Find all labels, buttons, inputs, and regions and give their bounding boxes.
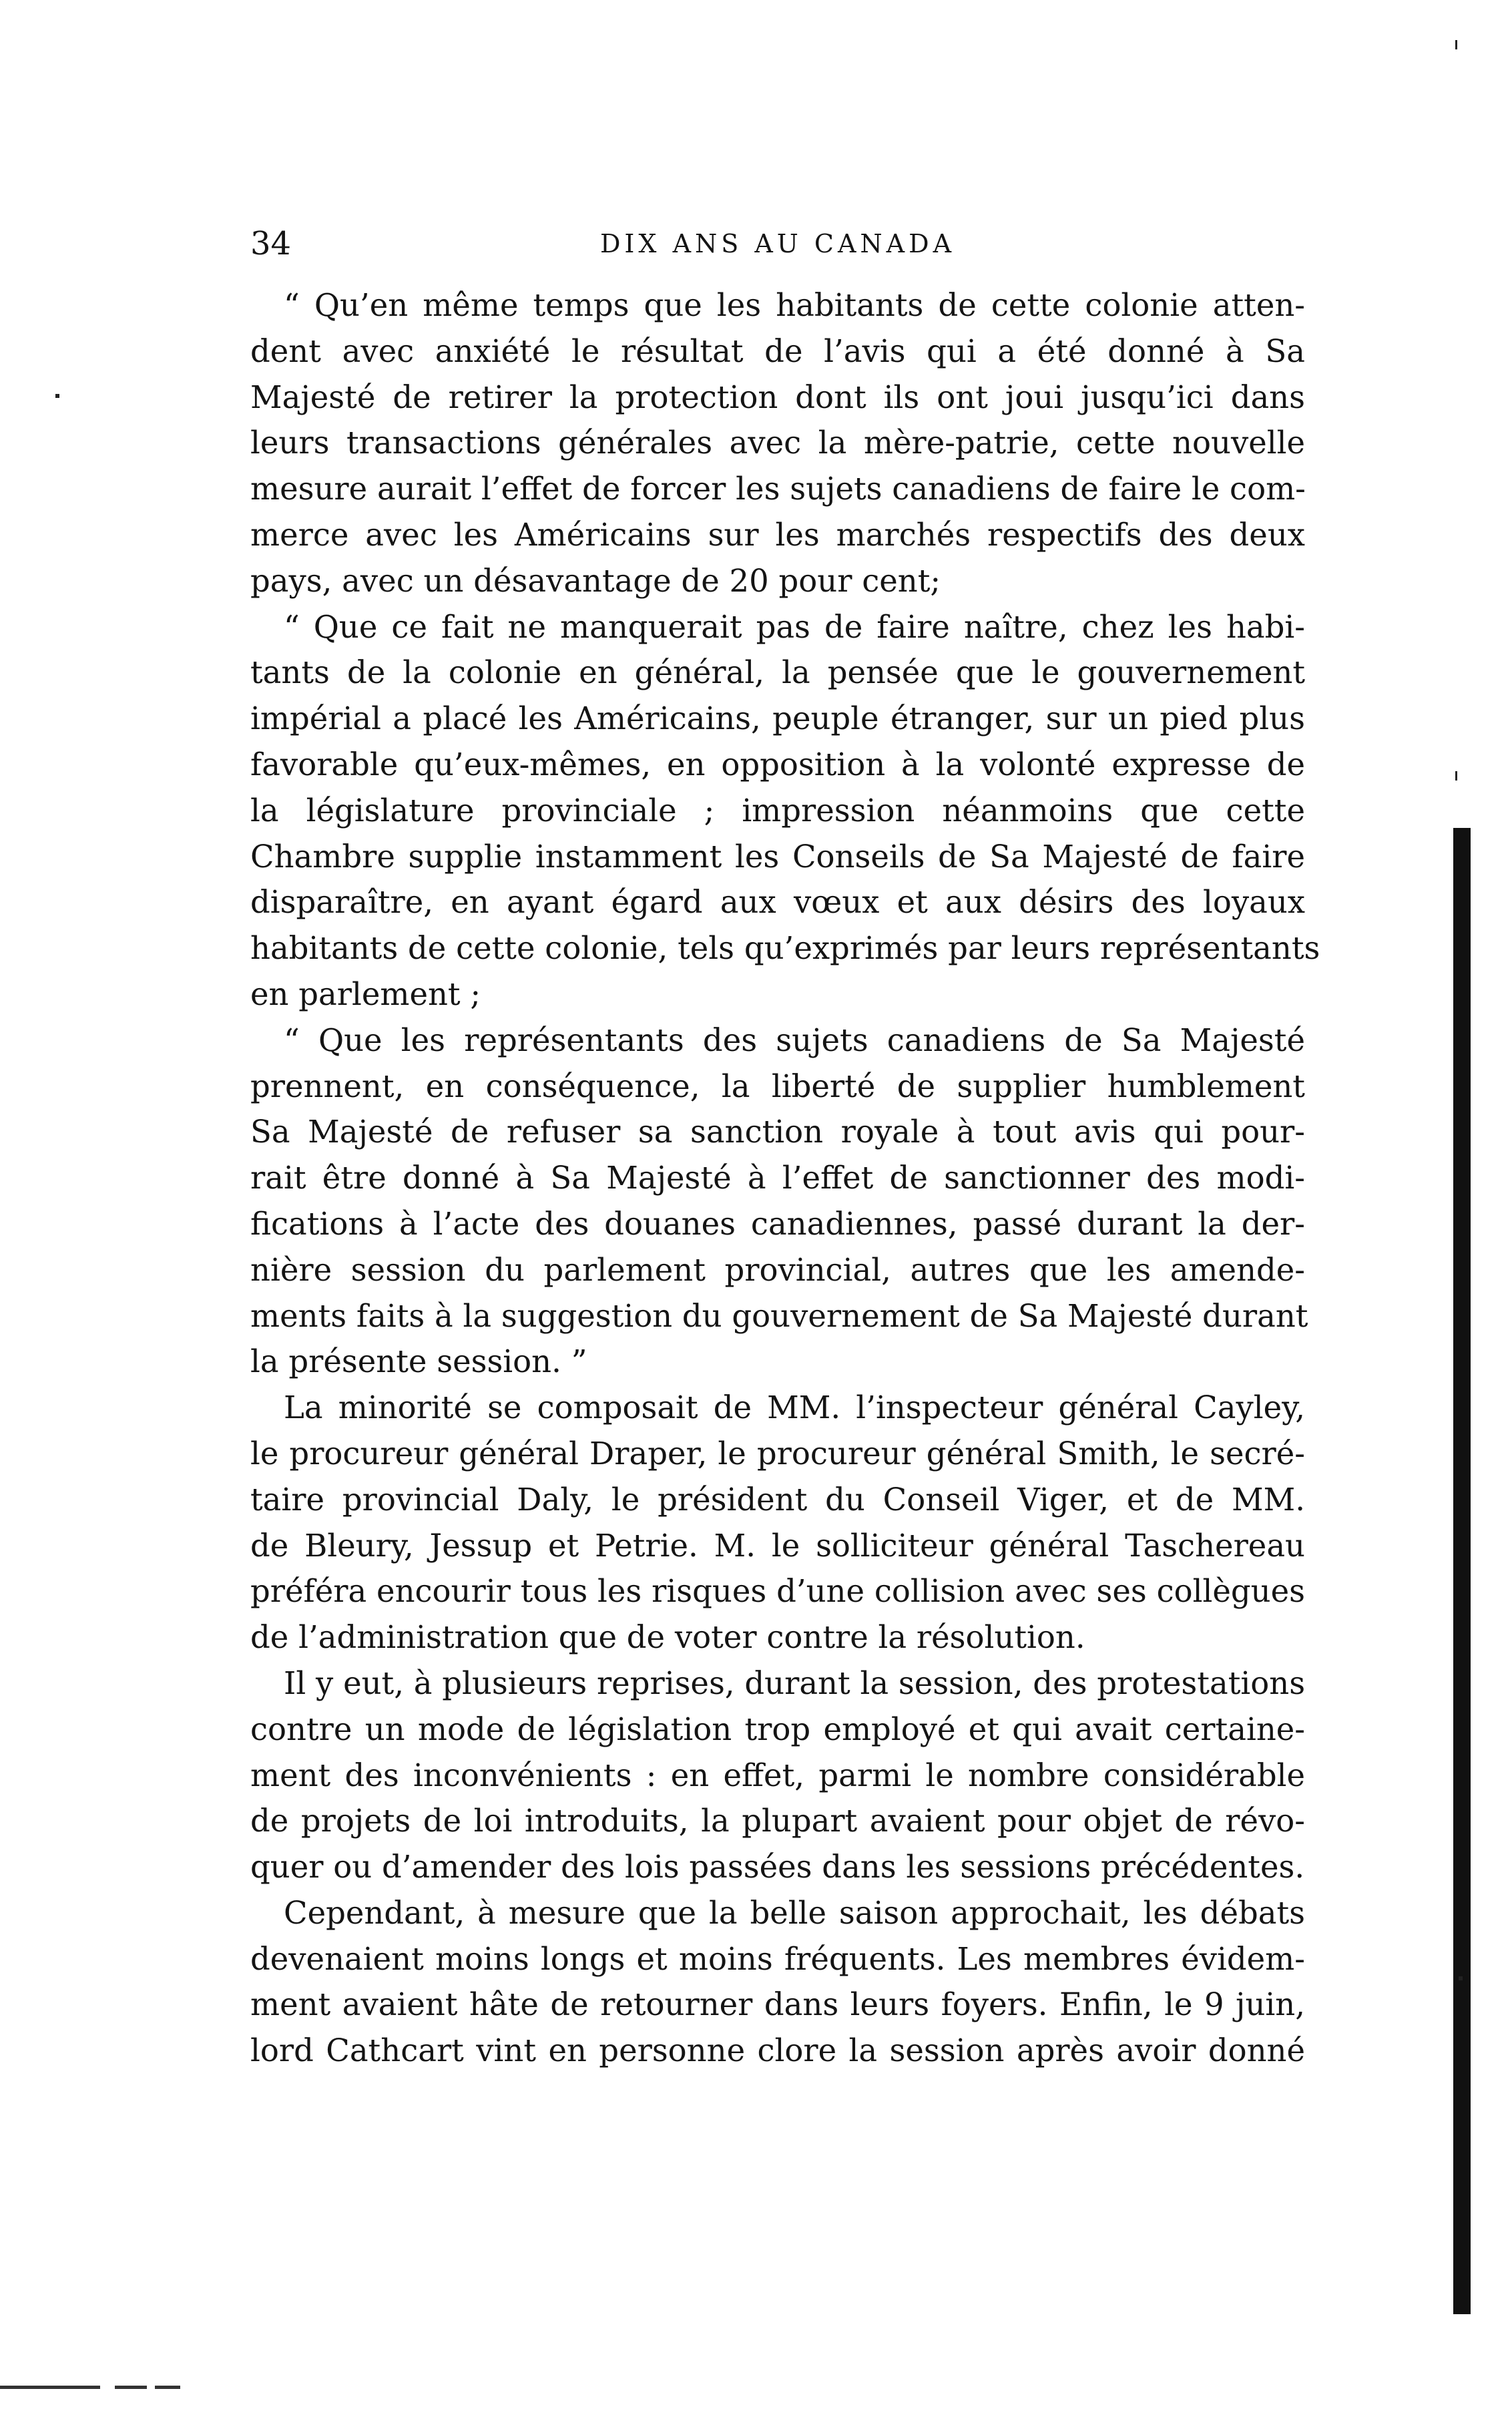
text-line: devenaient moins longs et moins fréquents. Les membres évidem-: [250, 1940, 1305, 1977]
text-line: prennent, en conséquence, la liberté de supplier humblement: [250, 1068, 1305, 1104]
bottom-rule: [0, 2386, 180, 2389]
text-line: rait être donné à Sa Majesté à l’effet de sanctionner des modi-: [250, 1160, 1305, 1196]
text-line: Cependant, à mesure que la belle saison approchait, les débats: [284, 1894, 1305, 1931]
text-line: de l’administration que de voter contre la résolution.: [250, 1619, 1085, 1656]
text-line: ment avaient hâte de retourner dans leurs foyers. Enfin, le 9 juin,: [250, 1986, 1305, 2023]
text-line: taire provincial Daly, le président du Conseil Viger, et de MM.: [250, 1481, 1305, 1518]
text-line: en parlement ;: [250, 975, 481, 1012]
text-line: fications à l’acte des douanes canadiennes, passé durant la der-: [250, 1205, 1305, 1242]
text-line: Chambre supplie instamment les Conseils de Sa Majesté de faire: [250, 838, 1305, 875]
text-line: “ Que les représentants des sujets canadiens de Sa Majesté: [284, 1022, 1305, 1058]
text-line: Il y eut, à plusieurs reprises, durant la session, des protestations: [284, 1665, 1306, 1701]
text-line: pays, avec un désavantage de 20 pour cent;: [250, 562, 941, 599]
text-line: de projets de loi introduits, la plupart avaient pour objet de révo-: [250, 1803, 1305, 1839]
text-line: lord Cathcart vint en personne clore la session après avoir donné: [250, 2032, 1305, 2069]
text-line: la législature provinciale ; impression néanmoins que cette: [250, 792, 1305, 829]
text-line: merce avec les Américains sur les marchés respectifs des deux: [250, 516, 1305, 553]
text-line: mesure aurait l’effet de forcer les sujets canadiens de faire le com-: [250, 471, 1306, 507]
running-title: DIX ANS AU CANADA: [599, 229, 956, 258]
page-number: 34: [250, 225, 292, 262]
margin-tick-mark: [1455, 40, 1457, 49]
margin-tick-mark: [55, 394, 59, 398]
text-line: disparaître, en ayant égard aux vœux et aux désirs des loyaux: [250, 884, 1305, 921]
text-line: quer ou d’amender des lois passées dans les sessions précédentes.: [250, 1849, 1305, 1886]
text-line: ment des inconvénients : en effet, parmi le nombre considérable: [250, 1757, 1305, 1793]
page-header: [250, 220, 1305, 267]
text-line: favorable qu’eux-mêmes, en opposition à la volonté expresse de: [250, 746, 1305, 783]
text-line: préféra encourir tous les risques d’une collision avec ses collègues: [250, 1573, 1305, 1610]
text-line: Sa Majesté de refuser sa sanction royale à tout avis qui pour-: [250, 1114, 1305, 1150]
text-line: le procureur général Draper, le procureur général Smith, le secré-: [250, 1435, 1305, 1472]
text-line: ments faits à la suggestion du gouvernement de Sa Majesté durant: [250, 1297, 1308, 1334]
text-line: “ Qu’en même temps que les habitants de cette colonie atten-: [284, 287, 1305, 323]
text-line: la présente session. ”: [250, 1343, 587, 1380]
text-line: tants de la colonie en général, la pensée que le gouvernement: [250, 654, 1305, 691]
text-line: La minorité se composait de MM. l’inspecteur général Cayley,: [284, 1389, 1305, 1426]
margin-tick-mark: [1455, 771, 1457, 781]
scan-edge-shadow: [1453, 828, 1471, 2314]
text-line: contre un mode de législation trop employé et qui avait certaine-: [250, 1711, 1305, 1747]
text-line: impérial a placé les Américains, peuple étranger, sur un pied plus: [250, 700, 1305, 737]
text-line: dent avec anxiété le résultat de l’avis qui a été donné à Sa: [250, 333, 1305, 369]
text-line: Majesté de retirer la protection dont ils ont joui jusqu’ici dans: [250, 379, 1305, 415]
text-line: habitants de cette colonie, tels qu’exprimés par leurs représentants: [250, 930, 1320, 967]
text-line: de Bleury, Jessup et Petrie. M. le solliciteur général Taschereau: [250, 1527, 1305, 1564]
body-text: [250, 282, 1320, 2074]
margin-tick-mark: [1459, 1976, 1463, 1980]
text-line: nière session du parlement provincial, autres que les amende-: [250, 1251, 1305, 1288]
text-line: leurs transactions générales avec la mère-patrie, cette nouvelle: [250, 425, 1305, 461]
text-line: “ Que ce fait ne manquerait pas de faire naître, chez les habi-: [284, 608, 1305, 645]
